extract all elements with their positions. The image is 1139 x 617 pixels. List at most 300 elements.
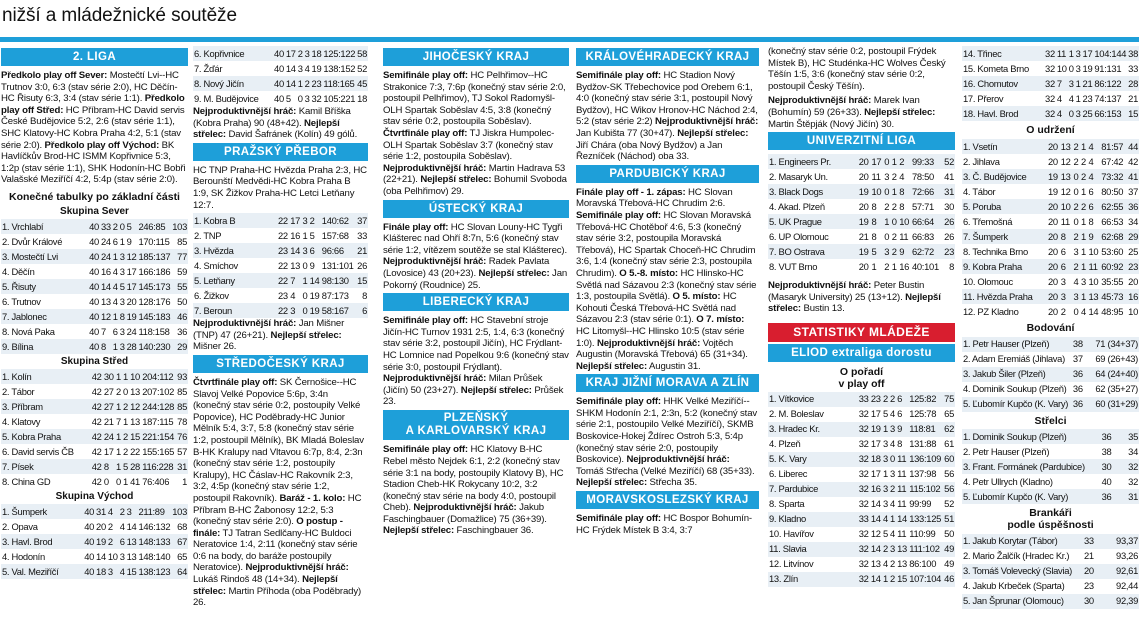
cell-name: 1. Kolín xyxy=(1,369,91,384)
cell-value: 26 xyxy=(944,230,954,242)
cell-value: 3 xyxy=(1060,289,1073,304)
cell-value: 2 xyxy=(889,482,896,497)
cell-value: 21 xyxy=(1082,76,1094,91)
table-row xyxy=(962,91,1139,106)
cell-value: 41 xyxy=(944,170,954,182)
cell-name: 7. Jablonec xyxy=(1,309,88,324)
page-header xyxy=(0,0,1139,44)
cell-value: 0 xyxy=(883,184,890,199)
cell-value: 22 xyxy=(277,303,289,318)
jihocesky-text: Semifinále play off: HC Pelhřimov--HC Strakonice 7:3, 7:6p (konečný stav série 2:0, postoupil Pelhřimov), TJ Sokol Radomyšl-OLH Spartak Soběslav 4:5, 3:8 (konečný stav série 0:2, postoupila Soběslav). Čtvrtfinále play off: TJ Jiskra Humpolec-OLH Spartak Soběslav 3:7 (konečný stav série 1:2, postoupila Soběslav). Nejproduktivnější hráč: Martin Hadrava 53 (22+21). Nejlepší střelec: Bohumil Svoboda (oba Pelhřimov) 29. xyxy=(383,70,567,197)
cell-value: 11 xyxy=(897,468,907,480)
table-row xyxy=(1,399,188,414)
cell-value: 11 xyxy=(1087,259,1100,274)
cell-value: 2 xyxy=(889,392,896,407)
cell-name: 6. David servis ČB xyxy=(2,445,74,457)
cell-value: 111:102 xyxy=(908,542,943,557)
cell-value: 29 xyxy=(1126,229,1139,244)
cell-name: 8. China GD xyxy=(2,475,51,487)
cell-value: 1 xyxy=(891,184,898,199)
cell-name: 3. Hvězda xyxy=(193,243,277,258)
cell-value: 4 xyxy=(1056,92,1062,104)
cell-value: 32 xyxy=(1045,92,1055,104)
cell-value: 2 xyxy=(115,385,121,397)
cell-name: 8. VUT Brno xyxy=(769,260,818,272)
cell-value: 14 xyxy=(100,279,112,294)
cell-value: 1 xyxy=(871,260,877,272)
cell-name: 1. Jakub Korytar (Tábor) xyxy=(962,534,1073,549)
cell-value: 2 xyxy=(884,260,890,272)
cell-name: 5. UK Prague xyxy=(768,214,858,229)
cell-value: 22 xyxy=(278,259,288,271)
cell-value: 5 xyxy=(285,92,291,104)
cell-value: 36 xyxy=(1069,397,1084,412)
cell-value: 20 xyxy=(1047,305,1058,317)
cell-value: 12 xyxy=(126,249,138,264)
cell-value: 1 xyxy=(112,249,119,264)
cell-value: 41 xyxy=(130,475,140,487)
cell-value: 61 xyxy=(944,438,954,450)
cell-value: 32 xyxy=(1045,62,1055,74)
cell-value: 4 xyxy=(882,512,889,527)
cell-value: 65 xyxy=(177,551,187,563)
table-row xyxy=(768,199,955,214)
cell-value: 49 xyxy=(944,558,954,570)
cell-value: 57:71 xyxy=(911,200,934,212)
cell-name: 6. Kopřivnice xyxy=(193,46,273,61)
cell-value: 21 xyxy=(858,230,869,242)
cell-value: 64 (24+40) xyxy=(1084,367,1139,382)
cell-value: 1 xyxy=(115,445,121,457)
cell-name: 2. Petr Hauser (Plzeň) xyxy=(963,446,1050,458)
cell-value: 32 xyxy=(858,572,870,587)
cell-value: 1 xyxy=(1081,215,1086,227)
kralovehradecky-text: Semifinále play off: HC Stadion Nový Bydžov-SK Třebechovice pod Orebem 6:1, 4:0 (konečný stav série 3:1, postoupil Nový Bydžov), HC Wikov Hronov-HC Náchod 2:4, 5:2 (stav série 2:2) Nejproduktivnější hráč: Jan Kubišta 77 (30+47). Nejlepší střelec: Jiří Chára (oba Nový Bydžov) a Jan Řezníček (Náchod) oba 33. xyxy=(576,70,759,163)
cell-value: 40 xyxy=(84,551,95,563)
cell-name: 5. K. Vary xyxy=(768,452,858,467)
section-title-ustecky: ÚSTECKÝ KRAJ xyxy=(383,200,569,218)
cell-value: 20 xyxy=(1047,259,1060,274)
cell-name: 2. Mario Žalčík (Hradec Kr.) xyxy=(963,550,1070,562)
cell-value: 10 xyxy=(107,551,118,563)
cell-value: 14 xyxy=(285,62,296,74)
cell-name: 4. Klatovy xyxy=(2,415,41,427)
section-title-praha: PRAŽSKÝ PŘEBOR xyxy=(193,143,368,161)
table-row xyxy=(962,289,1139,304)
cell-value: 38 xyxy=(1127,46,1139,61)
table-row xyxy=(1,234,188,249)
table-row xyxy=(1,294,188,309)
cell-value: 0 xyxy=(115,475,121,487)
cell-name: 10. Olomouc xyxy=(963,275,1013,287)
cell-value: 17 xyxy=(870,468,881,480)
table-stred xyxy=(1,369,188,489)
cell-value: 7 xyxy=(115,415,121,427)
cell-value: 2 xyxy=(107,521,113,533)
table-row xyxy=(193,303,368,318)
cell-value: 62:72 xyxy=(911,244,942,259)
cell-value: 4 xyxy=(1056,106,1068,121)
table-bodovani xyxy=(962,337,1139,412)
cell-value: 157:68 xyxy=(321,229,349,241)
tables-title: Konečné tabulky po základní části xyxy=(9,190,180,203)
cell-value: 118:165 xyxy=(322,76,356,91)
cell-value: 13 xyxy=(1060,169,1073,184)
cell-name: 2. M. Boleslav xyxy=(769,408,824,420)
cell-value: 32 xyxy=(858,452,870,467)
cell-value: 34 xyxy=(1128,446,1138,458)
cell-value: 2 xyxy=(1060,305,1066,317)
cell-value: 29 xyxy=(171,339,188,354)
cell-value: 145:183 xyxy=(137,309,171,324)
table-row xyxy=(1,384,188,399)
cell-value: 0 xyxy=(1073,185,1079,197)
moravskoslezsky-text-cont: (konečný stav série 0:2, postoupil Frýdek Místek B), HC Studénka-HC Wolves Český Těšín 1:5, 3:6 (konečný stav série 0:2, postoupil Český Těšín). xyxy=(768,46,946,92)
table-row xyxy=(768,407,955,422)
cell-value: 40 xyxy=(83,564,95,579)
cell-value: 40 xyxy=(88,309,100,324)
cell-value: 17 xyxy=(126,279,138,294)
cell-value: 31 xyxy=(942,184,955,199)
cell-value: 40 xyxy=(89,325,99,337)
cell-name: 3. Frant. Formánek (Pardubice) xyxy=(962,459,1086,474)
cell-value: 19 xyxy=(858,244,871,259)
stredocesky-text: Čtvrtfinále play off: SK Černošice--HC Slavoj Velké Popovice 5:6p, 3:4n (konečný stav série 0:2, postoupily Velké Popovice), HC Poděbrady-HC Junior Mělník 5:4, 3:7, 5:8 (konečný stav série 1:2, postoupil Mělník), BK Mladá Boleslav B-HK Kralupy nad Vltavou 6:7p, 8:4, 2:3n (konečný stav série 1:2, postoupily Kralupy), HC Čáslav-HC Rakovník 2:3, 3:2, 4:5p (konečný stav série 1:2, postoupil Rakovník). Baráž - 1. kolo: HC Příbram B-HC Žabonosy 12:2, 5:3 (konečný stav série 2:0). O postup - finále: TJ Tatran Sedlčany-HC Buldoci Neratovice 1:4, 2:11 (konečný stav série 0:6 na body, do baráže postoupily Neratovice). Nejproduktivnější hráč: Lukáš Rindoš 48 (14+34). Nejlepší střelec: Martin Příhoda (oba Poděbrady) 26. xyxy=(193,376,364,609)
cell-value: 42 xyxy=(91,385,102,397)
cell-value: 155:165 xyxy=(142,445,175,457)
cell-value: 37 xyxy=(1128,185,1138,197)
cell-value: 4 xyxy=(1087,169,1100,184)
cell-name: 6. Žižkov xyxy=(194,289,229,301)
cell-value: 8 xyxy=(362,289,367,301)
table-row xyxy=(1,429,188,444)
cell-value: 2 xyxy=(119,504,126,519)
table-row xyxy=(962,304,1139,319)
cell-name: 4. Jakub Krbeček (Sparta) xyxy=(963,580,1065,592)
cell-value: 36 xyxy=(1072,383,1083,395)
cell-value: 15 xyxy=(1127,106,1139,121)
cell-value: 16 xyxy=(100,265,111,277)
table-row xyxy=(768,169,955,184)
cell-value: 0 xyxy=(884,230,890,242)
cell-value: 145:173 xyxy=(137,279,171,294)
cell-value: 40 xyxy=(83,534,95,549)
table-row xyxy=(193,46,368,61)
moravskoslezsky-stats-text: Nejproduktivnější hráč: Marek Ivan (Bohumín) 59 (26+33). Nejlepší střelec: Martin Štěpják (Nový Jičín) 30. xyxy=(768,95,936,130)
cell-value: 8 xyxy=(897,438,903,450)
cell-value: 96:66 xyxy=(321,243,356,258)
cell-value: 8 xyxy=(871,230,877,242)
cell-value: 60 (31+29) xyxy=(1084,397,1139,412)
cell-value: 10 xyxy=(1056,62,1067,74)
cell-value: 204:112 xyxy=(141,369,176,384)
section-title-liberecky: LIBERECKÝ KRAJ xyxy=(383,293,569,311)
cell-value: 3 xyxy=(301,243,308,258)
liberecky-text: Semifinále play off: HC Stavební stroje Jičín-HC Turnov 1931 2:5, 1:4, 6:3 (konečný stav série 3:2, postoupil Jičín), HC Frýdlant-HC Lomnice nad Popelkou 9:6 (konečný stav série 3:0, postoupil Frýdlant). Nejproduktivnější hráč: Milan Průšek (Jičín) 50 (23+27). Nejlepší střelec: Průšek 23. xyxy=(383,315,569,408)
cell-value: 2 xyxy=(122,429,129,444)
cell-value: 16 xyxy=(899,260,910,272)
cell-value: 78 xyxy=(177,415,187,427)
cell-value: 4 xyxy=(112,265,118,277)
cell-value: 93,26 xyxy=(1116,550,1138,562)
cell-name: 5. Poruba xyxy=(962,199,1047,214)
cell-value: 4 xyxy=(1081,305,1086,317)
cell-value: 32 xyxy=(858,482,870,497)
cell-value: 2 xyxy=(1080,199,1087,214)
cell-value: 2 xyxy=(122,399,129,414)
cell-value: 36 xyxy=(1086,489,1113,504)
cell-value: 2 xyxy=(1073,199,1080,214)
plzensky-title-line2: A KARLOVARSKÝ KRAJ xyxy=(405,425,547,438)
cell-value: 58 xyxy=(356,46,368,61)
table-row xyxy=(962,397,1139,412)
table-row xyxy=(768,437,955,452)
cell-name: 6. UP Olomouc xyxy=(769,230,829,242)
cell-value: 17 xyxy=(871,154,884,169)
cell-value: 40 xyxy=(274,62,284,74)
cell-value: 19 xyxy=(858,214,871,229)
cell-value: 2 xyxy=(112,219,119,234)
cell-value: 37 xyxy=(356,213,368,228)
cell-value: 25 xyxy=(1082,106,1094,121)
cell-value: 4 xyxy=(890,438,895,450)
cell-value: 0 xyxy=(889,452,896,467)
table-row xyxy=(193,273,368,288)
cell-value: 14 xyxy=(896,512,908,527)
cell-value: 3 xyxy=(126,504,138,519)
cell-name: 1. Dominik Soukup (Plzeň) xyxy=(962,429,1086,444)
cell-value: 3 xyxy=(890,468,895,480)
cell-value: 103 xyxy=(171,219,188,234)
cell-value: 27 xyxy=(103,399,115,414)
cell-value: 64 xyxy=(171,564,188,579)
cell-value: 21 xyxy=(103,415,114,427)
cell-value: 20 xyxy=(858,170,869,182)
cell-value: 3 xyxy=(882,482,889,497)
cell-value: 75 xyxy=(943,392,955,407)
cell-value: 6 xyxy=(896,392,908,407)
header-accent-bar xyxy=(0,37,1139,42)
table-row xyxy=(768,482,955,497)
cell-value: 2 xyxy=(1073,155,1079,167)
cell-value: 103 xyxy=(171,504,188,519)
cell-value: 40 xyxy=(83,504,95,519)
column-6 xyxy=(962,46,1139,617)
cell-value: 67 xyxy=(171,534,188,549)
cell-name: 11. Hvězda Praha xyxy=(962,289,1047,304)
cell-name: 8. Sparta xyxy=(769,498,805,510)
cell-value: 13 xyxy=(1087,289,1100,304)
cell-value: 32 xyxy=(1044,106,1056,121)
table-row xyxy=(1,369,188,384)
cell-name: 16. Chomutov xyxy=(962,76,1044,91)
cell-value: 3 xyxy=(1073,289,1080,304)
cell-name: 5. Řisuty xyxy=(1,279,88,294)
cell-value: 14 xyxy=(870,498,881,510)
cell-value: 3 xyxy=(1075,46,1082,61)
cell-name: 4. Děčín xyxy=(2,265,35,277)
cell-name: 8. Nová Paka xyxy=(2,325,55,337)
poradi-title-line2: v play off xyxy=(838,377,885,390)
cell-value: 1 xyxy=(115,369,122,384)
section-title-statistiky: STATISTIKY MLÁDEŽE xyxy=(768,323,955,342)
cell-value: 148:140 xyxy=(138,551,171,563)
cell-name: 17. Přerov xyxy=(963,92,1004,104)
cell-value: 85 xyxy=(176,399,188,414)
cell-value: 24 xyxy=(126,325,137,337)
cell-value: 31 xyxy=(176,459,188,474)
cell-value: 8 xyxy=(1088,215,1094,227)
cell-name: 18. Havl. Brod xyxy=(962,106,1044,121)
cell-value: 3 xyxy=(119,249,126,264)
cell-value: 35:55 xyxy=(1101,275,1124,287)
cell-value: 14 xyxy=(285,76,297,91)
cell-value: 66:153 xyxy=(1093,106,1127,121)
cell-value: 6 xyxy=(1060,259,1073,274)
cell-value: 40 xyxy=(273,76,285,91)
cell-value: 19 xyxy=(1047,185,1058,197)
cell-value: 0 xyxy=(1073,305,1079,317)
cell-value: 1 xyxy=(115,429,122,444)
liga-playoff-text: Předkolo play off Sever: Mostečtí Lvi--HC Trutnov 3:0, 6:3 (stav série 2:0), HC Děčín-HC Řisuty 6:3, 3:4 (stav série 1:1). Předkolo play off Střed: HC Příbram-HC David servis České Budějovice 5:2, 2:6 (stav série 1:1), SHC Klatovy-HC Kobra Praha 4:2, 5:1 (stav série 2:0). Předkolo play off Východ: BK Havlíčkův Brod-HC ISMM Kopřivnice 5:3, 1:2p (stav série 1:1), SHK Hodonín-HC Bobři Valašské Meziříčí 4:2, 5:4p (stav série 2:0). xyxy=(1,70,186,186)
table-row xyxy=(768,154,955,169)
cell-value: 1 xyxy=(297,76,304,91)
cell-value: 66:53 xyxy=(1101,215,1124,227)
cell-value: 10 xyxy=(129,369,141,384)
cell-value: 3 xyxy=(304,92,310,104)
cell-value: 13 xyxy=(130,385,140,397)
cell-value: 3 xyxy=(882,498,888,510)
table-row xyxy=(1,219,188,234)
cell-value: 0 xyxy=(301,303,308,318)
cell-value: 131:101 xyxy=(321,259,354,271)
cell-value: 16 xyxy=(1126,289,1139,304)
cell-value: 20 xyxy=(96,521,106,533)
section-title-kralovehradecky: KRÁLOVÉHRADECKÝ KRAJ xyxy=(576,48,759,66)
cell-value: 3 xyxy=(119,325,125,337)
cell-value: 20 xyxy=(1047,199,1060,214)
cell-value: 15 xyxy=(126,564,138,579)
cell-name: 5. Kobra Praha xyxy=(1,429,91,444)
cell-value: 1 xyxy=(1080,259,1087,274)
cell-value: 12 xyxy=(870,528,881,540)
cell-value: 3 xyxy=(882,438,888,450)
cell-value: 52 xyxy=(357,62,367,74)
cell-value: 211:89 xyxy=(137,504,171,519)
table-row xyxy=(768,542,955,557)
table-row xyxy=(962,489,1139,504)
cell-value: 26 xyxy=(942,214,955,229)
cell-value: 62 xyxy=(943,422,955,437)
table-row xyxy=(193,213,368,228)
cell-value: 85 xyxy=(177,385,187,397)
cell-value: 23 xyxy=(942,244,955,259)
cell-value: 19 xyxy=(1047,169,1060,184)
cell-value: 23 xyxy=(278,289,288,301)
table-row xyxy=(1,444,188,459)
cell-value: 49 xyxy=(943,542,955,557)
table-row xyxy=(193,61,368,76)
cell-name: 13. Zlín xyxy=(768,572,858,587)
cell-value: 19 xyxy=(870,422,882,437)
cell-name: 5. Val. Meziříčí xyxy=(1,564,83,579)
cell-name: 5. Jan Šprunar (Olomouc) xyxy=(962,594,1073,609)
cell-value: 98:130 xyxy=(321,273,356,288)
section-title-plzensky xyxy=(383,410,569,440)
table-row xyxy=(962,579,1139,594)
cell-value: 2 xyxy=(1080,169,1087,184)
cell-value: 22 xyxy=(278,229,288,241)
cell-value: 23 xyxy=(1126,259,1139,274)
cell-value: 36 xyxy=(177,325,187,337)
cell-value: 32 xyxy=(858,542,870,557)
cell-value: 62:55 xyxy=(1100,199,1126,214)
table-row xyxy=(768,392,955,407)
table-row xyxy=(193,228,368,243)
cell-value: 0 xyxy=(1073,169,1080,184)
table-row xyxy=(193,76,368,91)
table-vychod xyxy=(1,504,188,579)
cell-value: 56 xyxy=(943,482,955,497)
cell-value: 40 xyxy=(273,46,285,61)
cell-value: 19 xyxy=(311,62,322,74)
cell-value: 80:50 xyxy=(1101,185,1124,197)
cell-value: 25 xyxy=(1128,245,1138,257)
cell-value: 6 xyxy=(112,325,118,337)
cell-value: 1 xyxy=(882,572,889,587)
table-row xyxy=(962,139,1139,154)
table-eliod xyxy=(768,392,955,587)
liga-stats-text: Nejproduktivnější hráč: Kamil Bříška (Kobra Praha) 90 (48+42). Nejlepší střelec: David Šafránek (Kolín) 49 gólů. xyxy=(193,106,358,141)
cell-value: 2 xyxy=(1081,155,1086,167)
cell-name: 2. Tábor xyxy=(2,385,35,397)
table-row xyxy=(768,422,955,437)
cell-value: 14 xyxy=(1088,305,1099,317)
table-univerzitni xyxy=(768,154,955,274)
cell-value: 36 xyxy=(1069,367,1084,382)
cell-name: 4. Akad. Plzeň xyxy=(769,200,825,212)
cell-value: 6 xyxy=(356,303,368,318)
cell-value: 35 xyxy=(1112,429,1139,444)
table-row xyxy=(962,244,1139,259)
brankari-title-line1: Brankáři xyxy=(1029,507,1072,520)
cell-name: 1. Vítkovice xyxy=(768,392,858,407)
cell-value: 20 xyxy=(126,295,137,307)
cell-value: 92,44 xyxy=(1116,580,1138,592)
column-2 xyxy=(193,46,368,617)
cell-value: 11 xyxy=(896,452,908,467)
udrzeni-title: O udržení xyxy=(1026,124,1075,136)
cell-value: 2 xyxy=(889,572,896,587)
cell-value: 20 xyxy=(1047,139,1060,154)
cell-value: 8 xyxy=(1060,229,1073,244)
cell-value: 32 xyxy=(1044,76,1056,91)
cell-value: 59 xyxy=(177,265,187,277)
cell-value: 1 xyxy=(302,229,308,241)
cell-value: 40 xyxy=(88,219,100,234)
brankari-title-line2: podle úspěšnosti xyxy=(1007,519,1094,532)
cell-value: 42 xyxy=(91,445,102,457)
cell-value: 19 xyxy=(309,289,320,301)
cell-value: 9 xyxy=(309,259,315,271)
cell-value: 118:158 xyxy=(138,325,170,337)
cell-value: 0 xyxy=(1073,215,1079,227)
cell-value: 18 xyxy=(311,46,323,61)
cell-value: 1 xyxy=(882,468,888,480)
cell-value: 0 xyxy=(302,259,308,271)
cell-name: 5. Ľubomír Kupčo (K. Vary) xyxy=(962,489,1086,504)
table-row xyxy=(193,91,368,106)
